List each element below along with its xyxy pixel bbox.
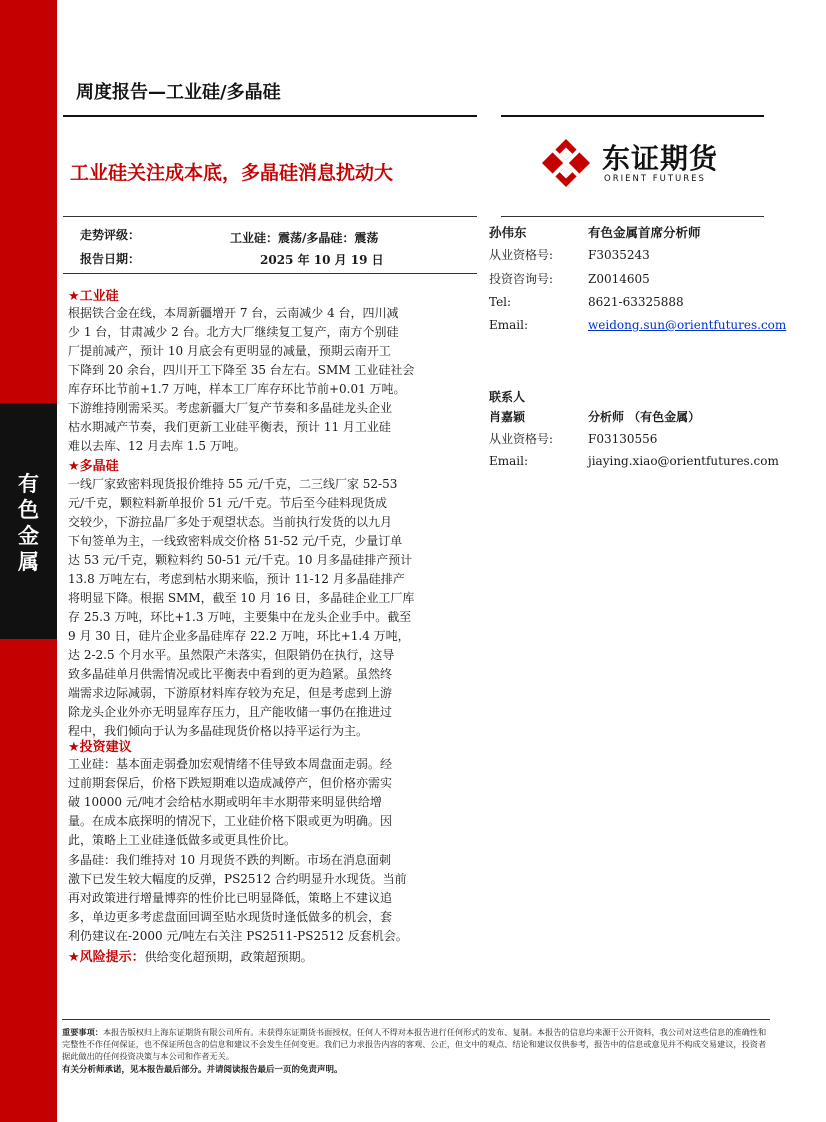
- logo-text: 东证期货: [602, 142, 719, 175]
- paragraph-line: 少 1 台，甘肃减少 2 台。北方大厂继续复工复产，南方个别硅: [68, 325, 399, 339]
- header-rule-left: [63, 115, 477, 117]
- paragraph-line: 多，单边更多考虑盘面回调至贴水现货时逢低做多的机会，套: [68, 910, 393, 924]
- paragraph-line: 一线厂家致密料现货报价维持 55 元/千克，二三线厂家 52-53: [68, 477, 398, 491]
- company-logo: [540, 137, 720, 189]
- trend-value: 工业硅：震荡/多晶硅：震荡: [230, 231, 379, 245]
- sidebar-category-label: [0, 471, 57, 575]
- footer-rule: [62, 1019, 770, 1020]
- paragraph-line: 达 2-2.5 个月水平。虽然限产未落实，但限销仍在执行，这导: [68, 648, 395, 662]
- paragraph-line: 达 53 元/千克，颗粒料约 50-51 元/千克。10 月多晶硅排产预计: [68, 553, 413, 567]
- paragraph-line: 过前期套保后，价格下跌短期难以造成减停产，但价格亦需实: [68, 776, 393, 790]
- paragraph-line: 下旬签单为主，一线致密料成交价格 51-52 元/千克，少量订单: [68, 534, 403, 548]
- meta-rule-bottom: [63, 273, 477, 274]
- sidebar-char: 属: [18, 550, 39, 574]
- section-body-silicon: [68, 304, 466, 456]
- sidebar-char: 有: [18, 472, 39, 496]
- risk-text: 供给变化超预期，政策超预期。: [144, 950, 313, 964]
- paragraph-line: 根据铁合金在线，本周新疆增开 7 台，云南减少 4 台，四川减: [68, 306, 399, 320]
- email-label: Email:: [489, 318, 529, 332]
- logo-mark-icon: [540, 137, 592, 189]
- paragraph-line: 程中，我们倾向于认为多晶硅现货价格以持平运行为主。: [68, 724, 369, 738]
- contact-name: 肖嘉颖: [489, 410, 526, 424]
- header-rule-right: [501, 115, 764, 117]
- sidebar-bottom-band: [0, 639, 57, 1122]
- report-type: 周度报告—工业硅/多晶硅: [76, 82, 281, 103]
- paragraph-line: 将明显下降。根据 SMM，截至 10 月 16 日，多晶硅企业工厂库: [68, 591, 415, 605]
- disclaimer-text: 本报告版权归上海东证期货有限公司所有。未获得东证期货书面授权，任何人不得对本报告进行任何形式的发布、复制。本报告的信息均来源于公开资料，我公司对这些信息的准确性和完整性不作任何保证，也不保证所包含的信息和建议不会发生任何变更。我们已力求报告内容的客观、公正，但文中的观点、结论和建议仅供参考，报告中的信息或意见并不构成交易建议，投资者据此做出的任何投资决策与本公司和作者无关。: [62, 1027, 767, 1061]
- paragraph-line: 9 月 30 日，硅片企业多晶硅库存 22.2 万吨，环比+1.4 万吨，: [68, 629, 410, 643]
- disclaimer: [62, 1026, 770, 1062]
- contact-title: 分析师 （有色金属）: [588, 410, 701, 424]
- paragraph-line: 端需求边际减弱，下游原材料库存较为充足，但是考虑到上游: [68, 686, 393, 700]
- paragraph-line: 难以去库、12 月去库 1.5 万吨。: [68, 439, 246, 453]
- sidebar-char: 金: [18, 524, 39, 548]
- paragraph-line: 下降到 20 余台，四川开工下降至 35 台左右。SMM 工业硅社会: [68, 363, 415, 377]
- consult-label: 投资咨询号:: [489, 272, 554, 286]
- section-title-risk: ★风险提示：: [68, 950, 145, 965]
- paragraph-line: 13.8 万吨左右，考虑到枯水期来临，预计 11-12 月多晶硅排产: [68, 572, 405, 586]
- paragraph-line: 厂提前减产，预计 10 月底会有更明显的减量，预期云南开工: [68, 344, 391, 358]
- tel-label: Tel:: [489, 295, 512, 309]
- paragraph-line: 除龙头企业外亦无明显库存压力，且产能收储一事仍在推进过: [68, 705, 393, 719]
- section-body-advice-silicon: [68, 755, 466, 850]
- report-title: 工业硅关注成本底，多晶硅消息扰动大: [70, 162, 394, 184]
- contact-heading: 联系人: [489, 390, 526, 404]
- paragraph-line: 交较少，下游拉晶厂多处于观望状态。当前执行发货的以九月: [68, 515, 393, 529]
- paragraph-line: 致多晶硅单月供需情况或比平衡表中看到的更为趋紧。虽然终: [68, 667, 393, 681]
- paragraph-line: 工业硅：基本面走弱叠加宏观情绪不佳导致本周盘面走弱。经: [68, 757, 393, 771]
- contact-email-label: Email:: [489, 454, 529, 468]
- paragraph-line: 利仍建议在-2000 元/吨左右关注 PS2511-PS2512 反套机会。: [68, 929, 408, 943]
- section-title-silicon: ★工业硅: [68, 289, 119, 304]
- section-body-polysilicon: [68, 475, 466, 741]
- sidebar-char: 色: [18, 498, 39, 522]
- tel-value: 8621-63325888: [588, 295, 684, 309]
- paragraph-line: 激下已发生较大幅度的反弹，PS2512 合约明显升水现货。当前: [68, 872, 407, 886]
- contact-qual-label: 从业资格号:: [489, 432, 554, 446]
- paragraph-line: 破 10000 元/吨才会给枯水期或明年丰水期带来明显供给增: [68, 795, 382, 809]
- section-body-advice-polysilicon: [68, 851, 466, 946]
- paragraph-line: 库存环比节前+1.7 万吨，样本工厂库存环比节前+0.01 万吨。: [68, 382, 406, 396]
- consult-value: Z0014605: [588, 272, 650, 286]
- date-label: 报告日期：: [80, 252, 141, 266]
- analyst-name: 孙伟东: [489, 225, 527, 240]
- paragraph-line: 下游维持刚需采买。考虑新疆大厂复产节奏和多晶硅龙头企业: [68, 401, 393, 415]
- meta-rule-top: [63, 216, 477, 217]
- paragraph-line: 枯水期减产节奏，我们更新工业硅平衡表，预计 11 月工业硅: [68, 420, 391, 434]
- contact-email[interactable]: jiaying.xiao@orientfutures.com: [588, 454, 779, 468]
- email-link[interactable]: weidong.sun@orientfutures.com: [588, 318, 787, 332]
- paragraph-line: 再对政策进行增量博弈的性价比已明显降低，策略上不建议追: [68, 891, 393, 905]
- qual-label: 从业资格号:: [489, 248, 554, 262]
- paragraph-line: 量。在成本底探明的情况下，工业硅价格下限或更为明确。因: [68, 814, 393, 828]
- disclaimer-label: 重要事项：: [62, 1027, 103, 1037]
- risk-line: [68, 946, 313, 965]
- paragraph-line: 此，策略上工业硅逢低做多或更具性价比。: [68, 833, 297, 847]
- paragraph-line: 多晶硅：我们维持对 10 月现货不跌的判断。市场在消息面刺: [68, 853, 391, 867]
- paragraph-line: 元/千克，颗粒料新单报价 51 元/千克。节后至今硅料现货成: [68, 496, 387, 510]
- sidebar-category-block: [0, 403, 57, 639]
- paragraph-line: 存 25.3 万吨，环比+1.3 万吨，主要集中在龙头企业手中。截至: [68, 610, 412, 624]
- analyst-title: 有色金属首席分析师: [588, 225, 701, 240]
- footer-note: 有关分析师承诺，见本报告最后部分。并请阅读报告最后一页的免责声明。: [62, 1065, 343, 1075]
- section-title-advice: ★投资建议: [68, 740, 132, 755]
- date-value: 2025 年 10 月 19 日: [260, 253, 384, 267]
- contact-qual-value: F03130556: [588, 432, 658, 446]
- qual-value: F3035243: [588, 248, 650, 262]
- logo-subtext: ORIENT FUTURES: [604, 174, 706, 184]
- trend-label: 走势评级：: [80, 228, 141, 242]
- meta-rule-right: [501, 216, 764, 217]
- section-title-polysilicon: ★多晶硅: [68, 459, 119, 474]
- sidebar-top-band: [0, 0, 57, 403]
